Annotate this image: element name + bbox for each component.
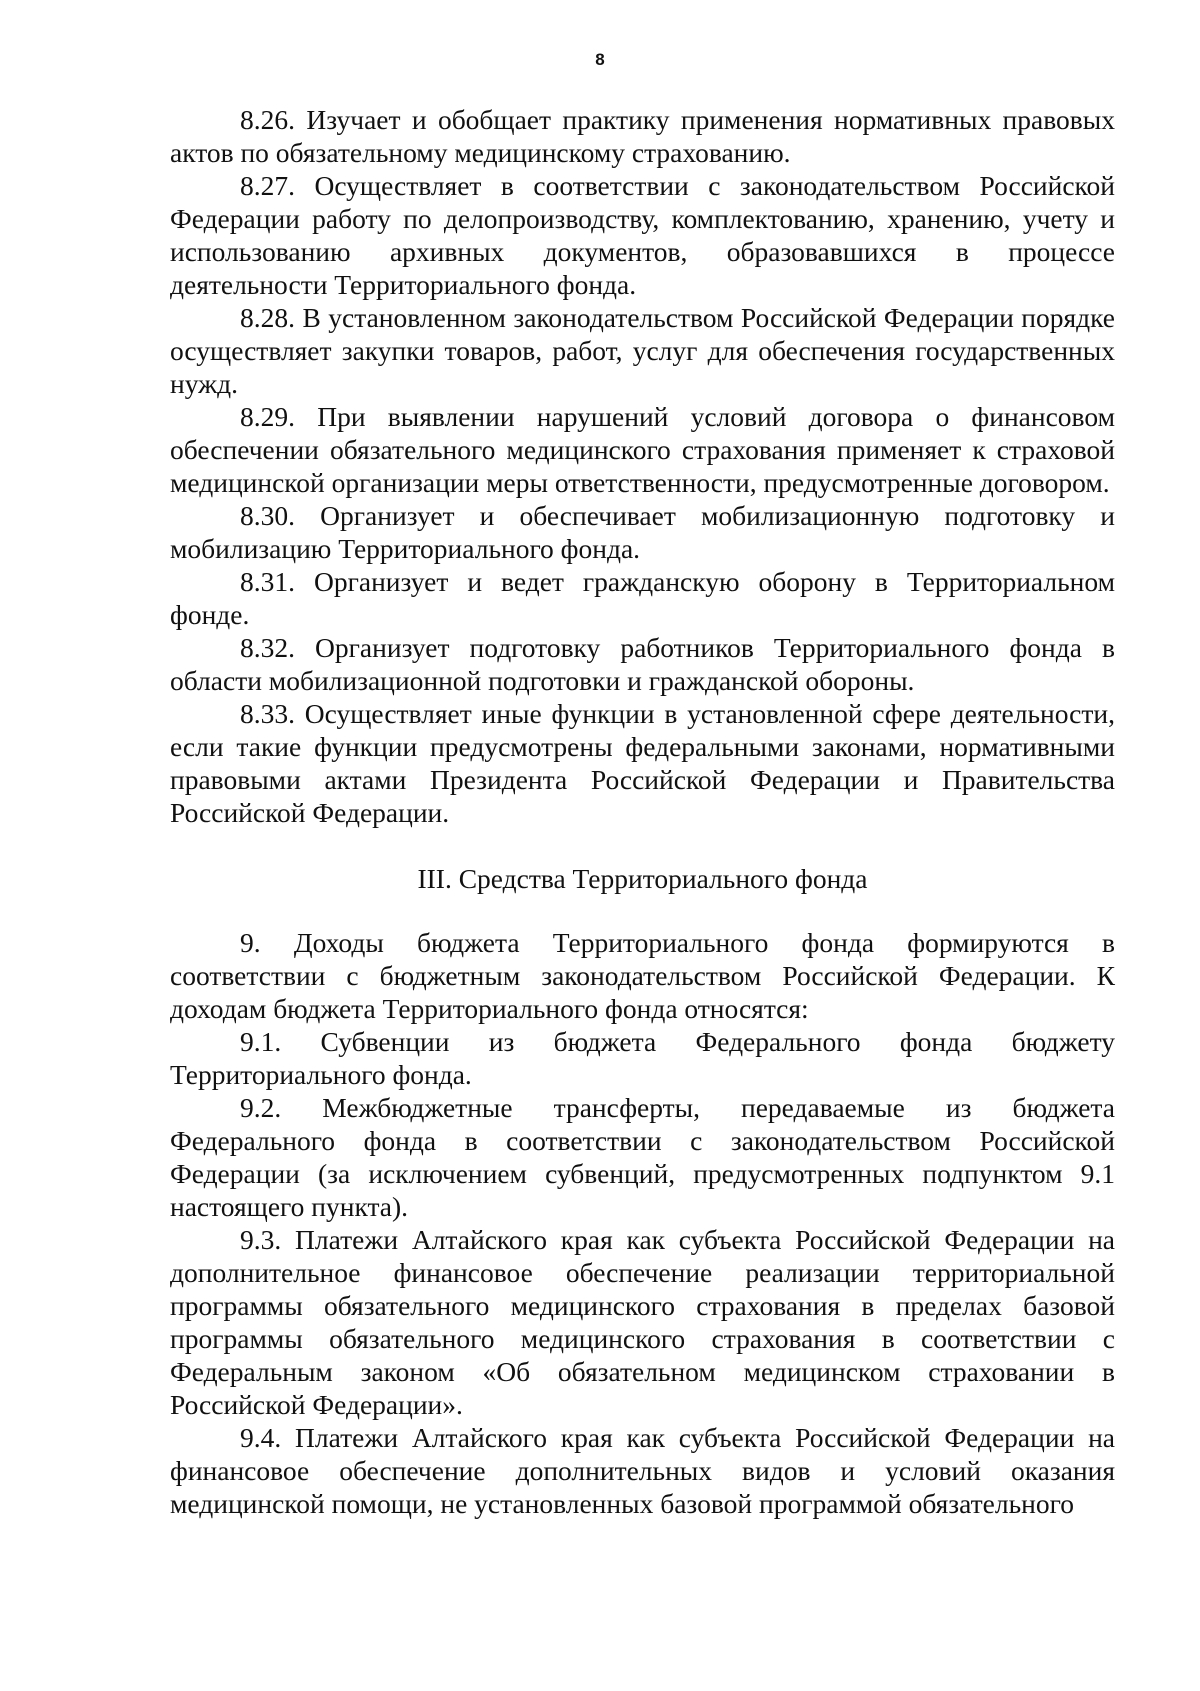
paragraph-9-4: 9.4. Платежи Алтайского края как субъекта Российской Федерации на финансовое обеспечение дополнительных видов и условий оказания медицинской помощи, не установленных базовой программой обязательного <box>170 1422 1115 1519</box>
paragraph-8-29: 8.29. При выявлении нарушений условий договора о финансовом обеспечении обязательного медицинского страхования применяет к страховой медицинской организации меры ответственности, предусмотренные договором. <box>170 401 1115 498</box>
paragraph-8-32: 8.32. Организует подготовку работников Территориального фонда в области мобилизационной подготовки и гражданской обороны. <box>170 632 1115 696</box>
paragraph-9-1: 9.1. Субвенции из бюджета Федерального фонда бюджету Территориального фонда. <box>170 1026 1115 1090</box>
paragraph-8-26: 8.26. Изучает и обобщает практику применения нормативных правовых актов по обязательному медицинскому страхованию. <box>170 104 1115 168</box>
paragraph-8-31: 8.31. Организует и ведет гражданскую оборону в Территориальном фонде. <box>170 566 1115 630</box>
paragraph-8-30: 8.30. Организует и обеспечивает мобилизационную подготовку и мобилизацию Территориального фонда. <box>170 500 1115 564</box>
paragraph-9: 9. Доходы бюджета Территориального фонда формируются в соответствии с бюджетным законодательством Российской Федерации. К доходам бюджета Территориального фонда относятся: <box>170 927 1115 1024</box>
section-heading: III. Средства Территориального фонда <box>417 863 868 894</box>
document-body <box>170 103 1115 1520</box>
paragraph-8-28: 8.28. В установленном законодательством Российской Федерации порядке осуществляет закупки товаров, работ, услуг для обеспечения государственных нужд. <box>170 302 1115 399</box>
paragraph-9-2: 9.2. Межбюджетные трансферты, передаваемые из бюджета Федерального фонда в соответствии с законодательством Российской Федерации (за исключением субвенций, предусмотренных подпунктом 9.1 настоящего пункта). <box>170 1092 1115 1222</box>
paragraph-8-27: 8.27. Осуществляет в соответствии с законодательством Российской Федерации работу по делопроизводству, комплектованию, хранению, учету и использованию архивных документов, образовавшихся в процессе деятельности Территориального фонда. <box>170 170 1115 300</box>
page-number: 8 <box>595 50 605 69</box>
paragraph-9-3: 9.3. Платежи Алтайского края как субъекта Российской Федерации на дополнительное финансовое обеспечение реализации территориальной программы обязательного медицинского страхования в пределах базовой программы обязательного медицинского страхования в соответствии с Федеральным законом «Об обязательном медицинском страховании в Российской Федерации». <box>170 1224 1115 1420</box>
paragraph-8-33: 8.33. Осуществляет иные функции в установленной сфере деятельности, если такие функции предусмотрены федеральными законами, нормативными правовыми актами Президента Российской Федерации и Правительства Российской Федерации. <box>170 698 1115 828</box>
